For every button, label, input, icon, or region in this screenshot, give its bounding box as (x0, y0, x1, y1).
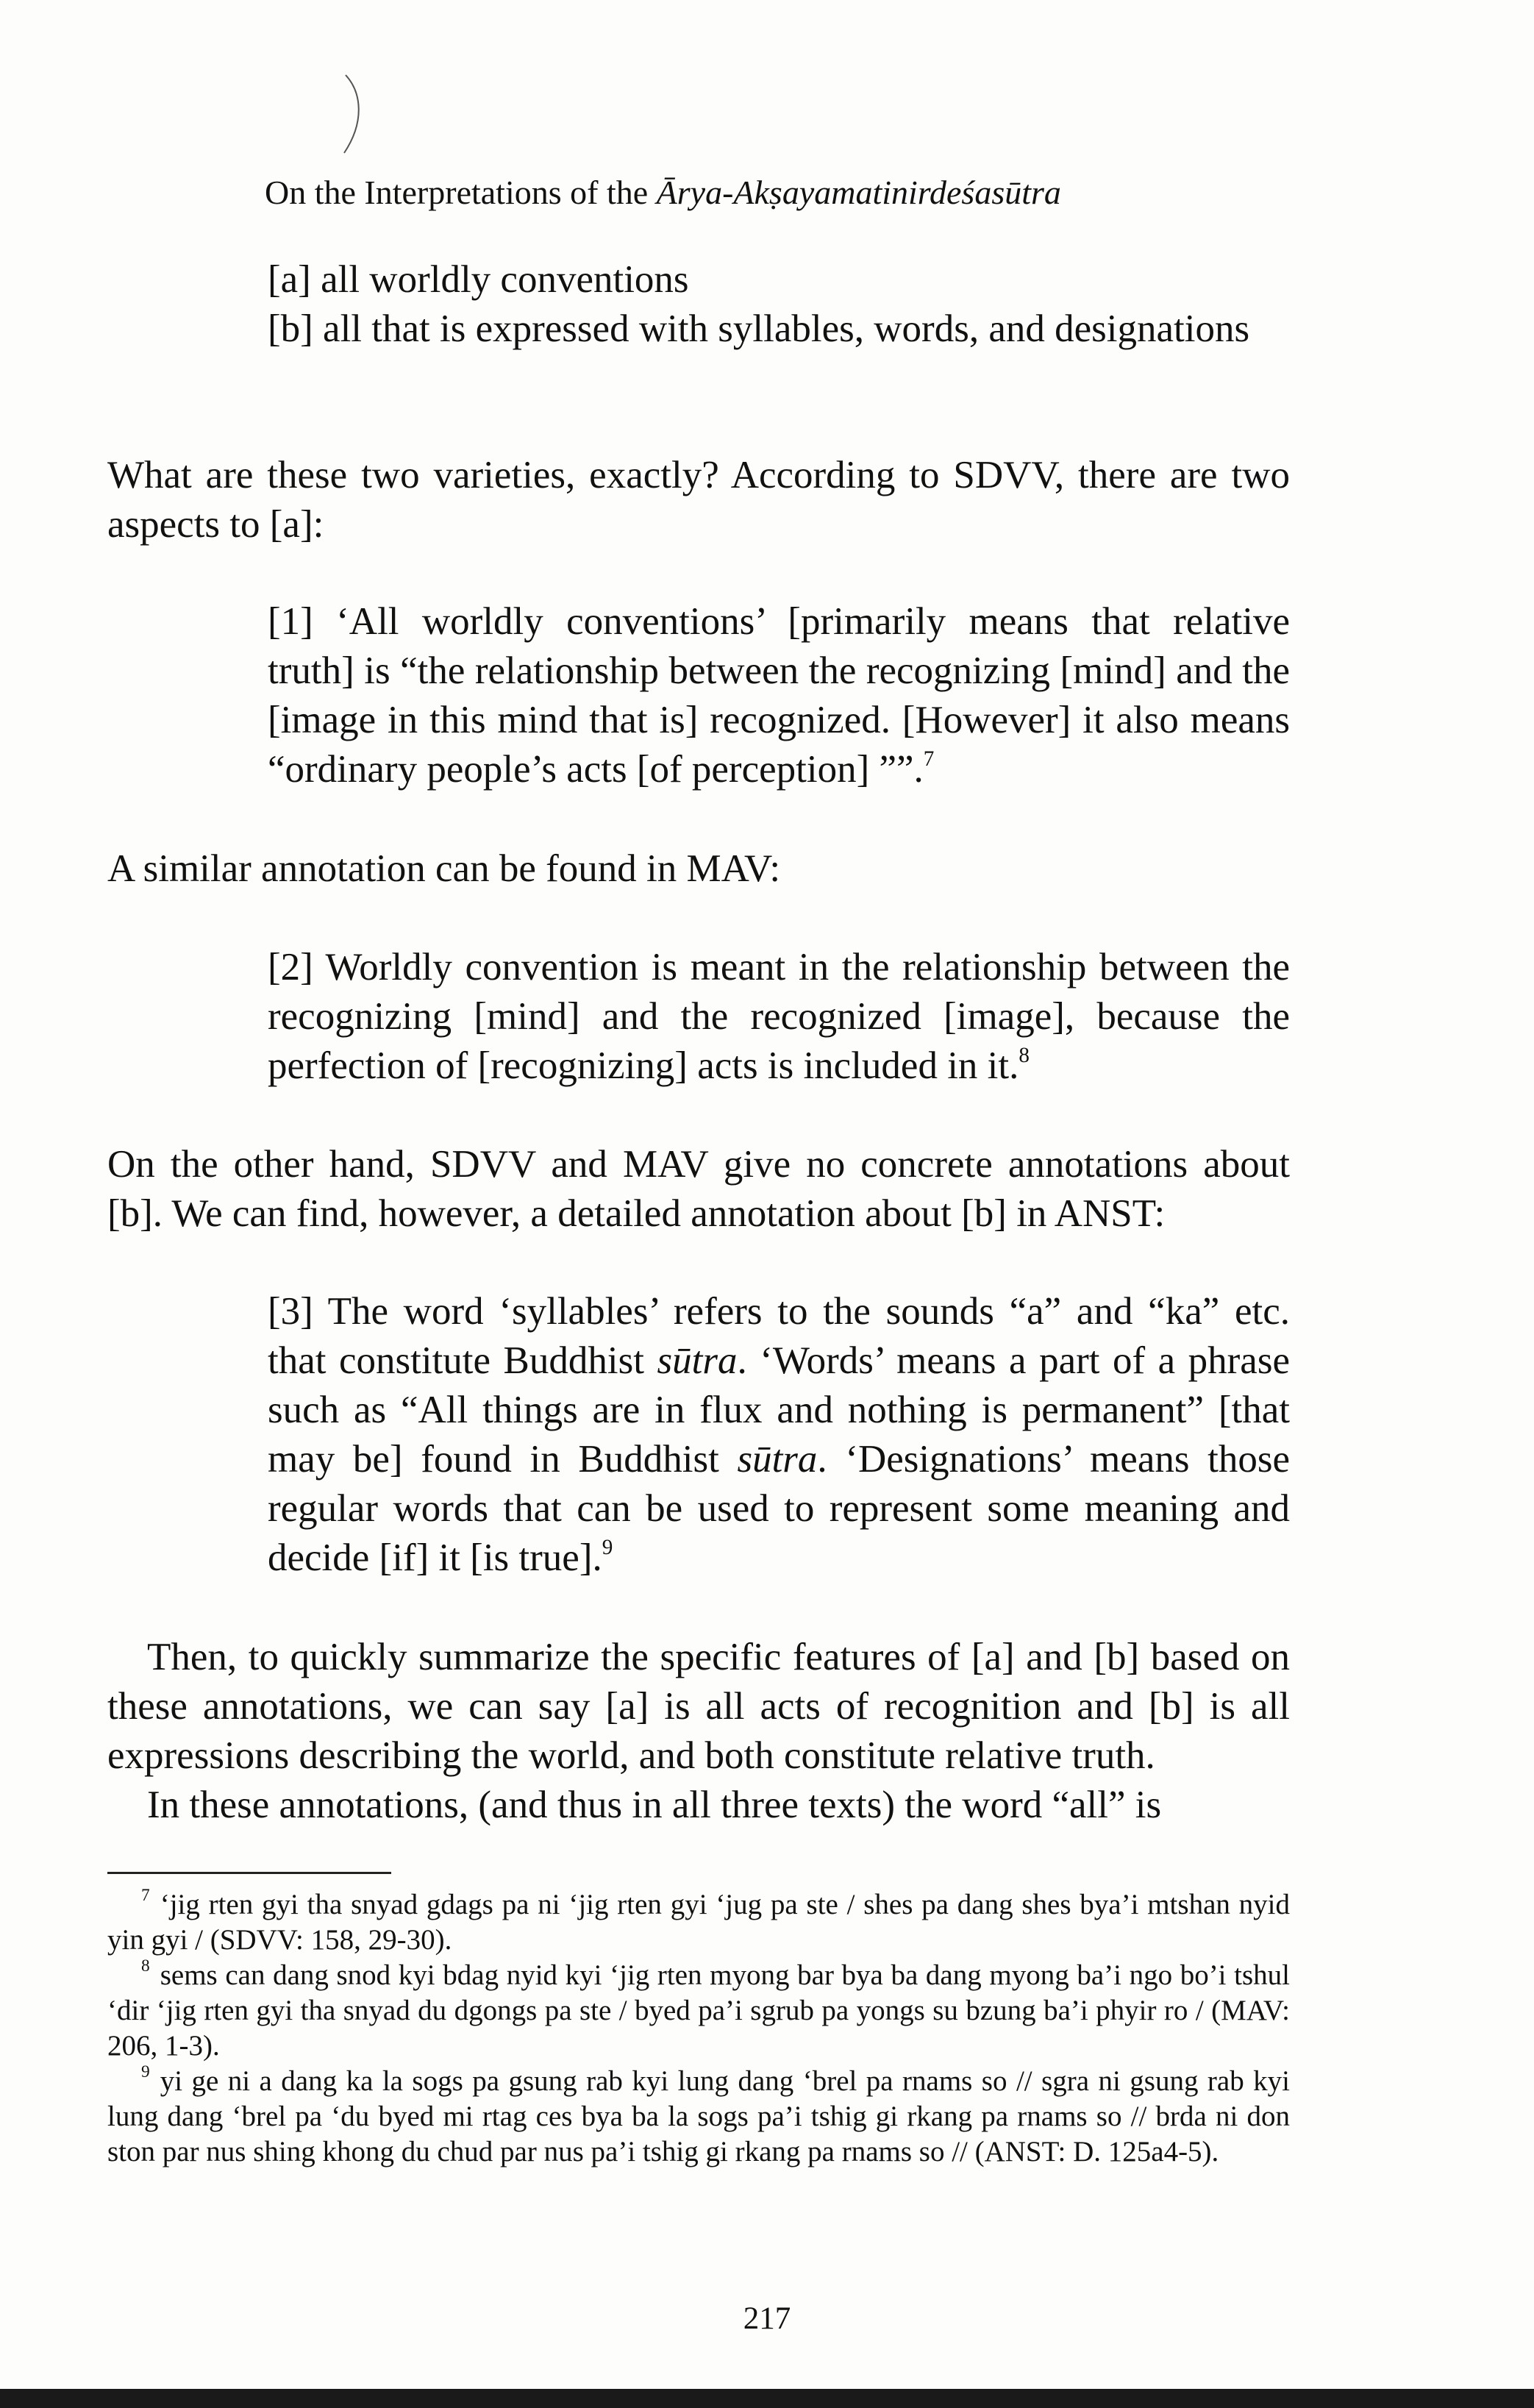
block-quote-2 (268, 943, 1290, 1091)
page-number: 217 (743, 2301, 791, 2336)
footnote-7: $^7$ ‘jig rten gyi tha snyad gdags pa ni ‘jig rten gyi ‘jug pa ste / shes pa dang shes bya’i mtshan nyid yin gyi / (SDVV: 158, 29-30). (107, 1886, 1290, 1956)
footnote-ref-7[interactable]: 7 (923, 747, 935, 772)
footnote-9: $^9$ yi ge ni a dang ka la sogs pa gsung rab kyi lung dang ‘brel pa rnams so // sgra ni gsung rab kyi lung dang ‘brel pa ‘du byed mi rtag ces bya ba la sogs pa’i tshig gi rkang pa rnams so // brda ni don ston par nus shing khong du chud par nus pa’i tshig gi rkang pa rnams so // (ANST: D. 125a4-5). (107, 2062, 1290, 2167)
scan-border (0, 2389, 1534, 2408)
running-head-title: Ārya-Akṣayamatinirdeśasūtra (656, 174, 1061, 211)
stray-pen-mark (340, 71, 369, 159)
sutra-term: sūtra (657, 1339, 738, 1382)
varieties-list (268, 255, 1290, 354)
block-quote-3: [3] The word ‘syllables’ refers to the sounds “a” and “ka” etc. that constitute Buddhist sūtra. ‘Words’ means a part of a phrase such as “All things are in flux and nothing is permanent” [that may be] found in Buddhist sūtra. ‘Designations’ means those regular words that can be used to represent some meaning and decide [if] it [is true].$^9$ (268, 1290, 1290, 1579)
block-quote-1 (268, 597, 1290, 794)
paragraph-3: On the other hand, SDVV and MAV give no concrete annotations about [b]. We can find, however, a detailed annotation about [b] in ANST: (107, 1143, 1290, 1235)
footnote-8: $^8$ sems can dang snod kyi bdag nyid kyi ‘jig rten myong bar bya ba dang myong ba’i ngo bo’i tshul ‘dir ‘jig rten gyi tha snyad du dgongs pa ste / byed pa’i sgrub pa yongs su bzung ba’i phyir ro / (MAV: 206, 1-3). (107, 1956, 1290, 2062)
sutra-term: sūtra (737, 1438, 818, 1481)
paragraph-5: In these annotations, (and thus in all three texts) the word “all” is (147, 1784, 1162, 1826)
paragraph-2: A similar annotation can be found in MAV: (107, 847, 781, 890)
running-head (265, 171, 1061, 215)
list-item-a: [a] all worldly conventions (268, 258, 689, 301)
quote-2-text: [2] Worldly convention is meant in the relationship between the recognizing [mind] and the recognized [image], because the perfection of [recognizing] acts is included in it. (268, 946, 1290, 1087)
list-item-b: [b] all that is expressed with syllables, words, and designations (268, 307, 1250, 350)
footnote-ref-9[interactable]: 9 (602, 1536, 613, 1560)
paragraph-1: What are these two varieties, exactly? According to SDVV, there are two aspects to [a]: (107, 454, 1290, 546)
footnote-ref-8[interactable]: 8 (1018, 1044, 1030, 1068)
running-head-prefix: On the Interpretations of the (265, 174, 657, 211)
paragraph-4: Then, to quickly summarize the specific features of [a] and [b] based on these annotations, we can say [a] is all acts of recognition and [b] is all expressions describing the world, and both constitute relative truth. In these annotations, (and thus in all three texts) the word “all” is (107, 1633, 1290, 1830)
quote-1-text: [1] ‘All worldly conventions’ [primarily means that relative truth] is “the relationship between the recognizing [mind] and the [image in this mind that is] recognized. [However] it also means “ordinary people’s acts [of perception] ””. (268, 600, 1290, 791)
footnote-rule (107, 1872, 391, 1874)
footnotes (107, 1887, 1290, 2170)
